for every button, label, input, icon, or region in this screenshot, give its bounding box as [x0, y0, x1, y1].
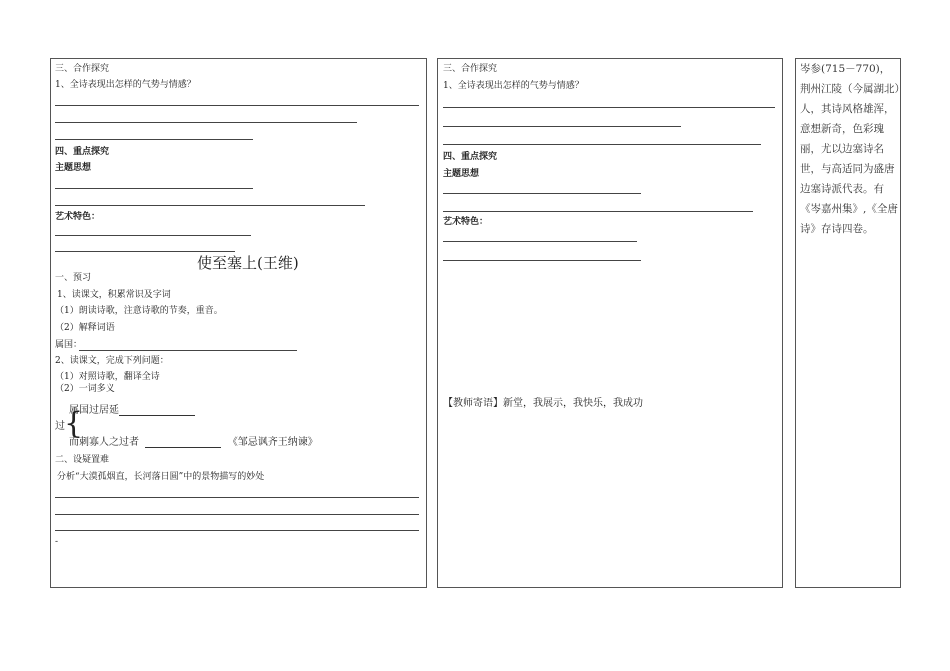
- section1-heading: 一、预习: [55, 273, 92, 283]
- middle-worksheet-panel: [437, 58, 783, 588]
- polysemy-char: 过: [55, 421, 65, 432]
- answer-line[interactable]: [443, 126, 681, 127]
- author-bio-panel: [795, 58, 901, 588]
- teacher-message: 【教师寄语】新堂，我展示，我快乐，我成功: [443, 398, 643, 409]
- answer-line[interactable]: [55, 235, 251, 236]
- theme-label: 主题思想: [443, 169, 480, 179]
- answer-line[interactable]: [443, 193, 641, 194]
- item-1a: （1）朗读诗歌，注意诗歌的节奏，重音。: [55, 306, 223, 316]
- answer-line[interactable]: [443, 260, 641, 261]
- item-2b: （2）一词多义: [55, 384, 115, 394]
- shuguo-label: 属国：: [55, 340, 83, 350]
- answer-line[interactable]: [55, 497, 419, 498]
- answer-line[interactable]: [443, 107, 775, 108]
- answer-line[interactable]: [443, 211, 753, 212]
- author-bio-text: 岑参(715－770)，荆州江陵（今属湖北）人，其诗风格雄浑，意想新奇，色彩瑰丽，尤以边塞诗名世，与高适同为盛唐边塞诗派代表。有《岑嘉州集》,《全唐诗》存诗四卷。: [800, 63, 900, 235]
- analysis-question: 分析“大漠孤烟直，长河落日圆”中的景物描写的妙处: [57, 472, 265, 482]
- answer-line[interactable]: [55, 122, 357, 123]
- answer-line[interactable]: [55, 139, 253, 140]
- dash-mark: -: [55, 537, 59, 547]
- section4-heading: 四、重点探究: [443, 152, 498, 162]
- answer-line[interactable]: [443, 144, 761, 145]
- answer-line[interactable]: [443, 241, 637, 242]
- answer-line[interactable]: [55, 188, 253, 189]
- item-2a: （1）对照诗歌，翻译全诗: [55, 372, 160, 382]
- section4-heading: 四、重点探究: [55, 147, 110, 157]
- polysemy-sentence-1: 属国过居延: [69, 405, 195, 416]
- answer-line[interactable]: [79, 350, 297, 351]
- section3-heading: 三、合作探究: [443, 64, 498, 74]
- poem-title: 使至塞上(王维): [197, 254, 299, 272]
- art-label: 艺术特色：: [443, 217, 489, 227]
- item-1: 1、读课文，积累常识及字词: [57, 290, 171, 300]
- answer-line[interactable]: [55, 105, 419, 106]
- answer-line[interactable]: [55, 514, 419, 515]
- section3-heading: 三、合作探究: [55, 64, 110, 74]
- left-worksheet-panel: [50, 58, 427, 588]
- answer-line[interactable]: [55, 205, 365, 206]
- section2-heading: 二、设疑置难: [55, 455, 110, 465]
- item-1b: （2）解释词语: [55, 323, 115, 333]
- theme-label: 主题思想: [55, 163, 92, 173]
- item-2: 2、读课文，完成下列问题：: [55, 356, 169, 366]
- art-label: 艺术特色：: [55, 212, 101, 222]
- question-1: 1、全诗表现出怎样的气势与情感？: [55, 80, 196, 90]
- question-1: 1、全诗表现出怎样的气势与情感？: [443, 81, 584, 91]
- answer-line[interactable]: [55, 530, 419, 531]
- brace-icon: {: [64, 406, 84, 441]
- polysemy-sentence-2: 而刺寡人之过者 《邹忌讽齐王纳谏》: [69, 437, 318, 448]
